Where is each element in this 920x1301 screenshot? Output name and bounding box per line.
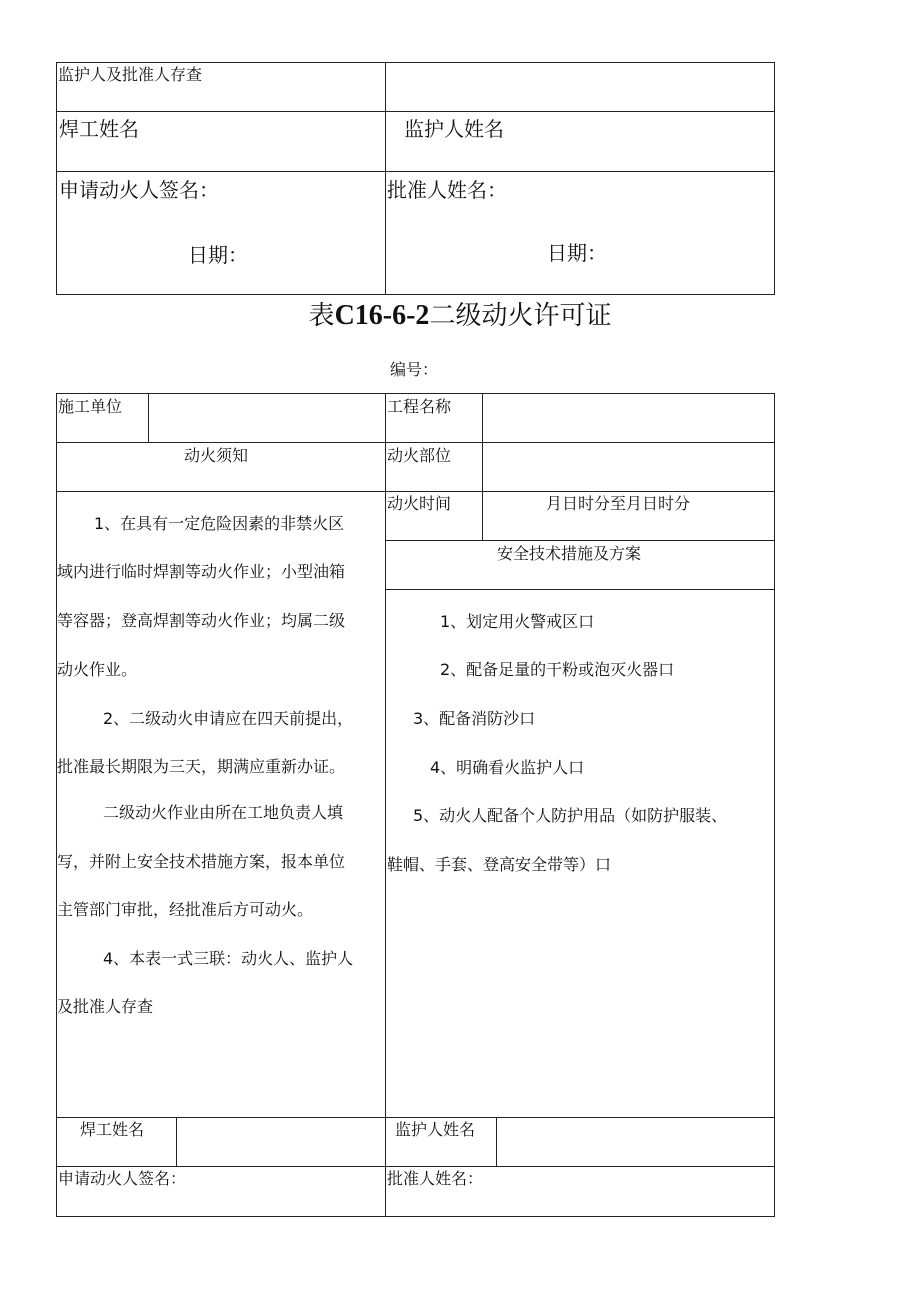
- measure-item: 3、配备消防沙口: [413, 709, 536, 728]
- date-label-right: 日期：: [547, 241, 607, 265]
- notice-line: 4、本表一式三联：动火人、监护人: [103, 949, 354, 968]
- notice-line: 批准最长期限为三天，期满应重新办证。: [57, 757, 346, 776]
- notice-line: 1、在具有一定危险因素的非禁火区: [94, 514, 345, 533]
- continuation-text: 监护人及批准人存查: [58, 65, 203, 84]
- notice-line: 2、二级动火申请应在四天前提出，: [103, 709, 354, 728]
- notice-line: 二级动火作业由所在工地负责人填: [103, 803, 344, 822]
- approver-name-label: 批准人姓名：: [387, 178, 507, 202]
- fire-time-value: 月日时分至月日时分: [546, 494, 691, 513]
- title-prefix: 表: [308, 301, 335, 331]
- measure-item: 鞋帽、手套、登高安全带等）口: [387, 855, 612, 874]
- safety-measures-header: 安全技术措施及方案: [497, 544, 642, 563]
- applicant-sign-label: 申请动火人签名：: [58, 1169, 187, 1188]
- approver-name-label: 批准人姓名：: [387, 1169, 484, 1188]
- notice-line: 写，并附上安全技术措施方案，报本单位: [57, 852, 346, 871]
- page-title: [0, 302, 920, 330]
- construction-unit-label: 施工单位: [58, 397, 123, 416]
- date-label-left: 日期：: [188, 243, 248, 267]
- project-name-label: 工程名称: [387, 397, 452, 416]
- measure-item: 1、划定用火警戒区口: [440, 612, 595, 631]
- fire-time-label: 动火时间: [387, 494, 452, 513]
- welder-name-label: 焊工姓名: [80, 1120, 145, 1139]
- measure-item: 4、明确看火监护人口: [430, 758, 585, 777]
- welder-name-label: 焊工姓名: [59, 117, 139, 141]
- measure-item: 5、动火人配备个人防护用品（如防护服装、: [413, 806, 728, 825]
- notice-line: 动火作业。: [57, 660, 138, 679]
- fire-location-label: 动火部位: [387, 446, 452, 465]
- guardian-name-label: 监护人姓名: [404, 117, 504, 141]
- serial-number-label: 编号：: [390, 360, 439, 379]
- notice-line: 等容器；登高焊割等动火作业；均属二级: [57, 611, 346, 630]
- applicant-sign-label: 申请动火人签名：: [59, 178, 219, 202]
- notice-line: 域内进行临时焊割等动火作业；小型油箱: [57, 562, 346, 581]
- notice-line: 及批准人存查: [57, 997, 154, 1016]
- guardian-name-label: 监护人姓名: [395, 1120, 476, 1139]
- notice-line: 主管部门审批，经批准后方可动火。: [57, 900, 314, 919]
- measure-item: 2、配备足量的干粉或泡灭火器口: [440, 660, 675, 679]
- fire-notice-header: 动火须知: [184, 446, 249, 465]
- title-code: C16-6-2: [334, 300, 430, 331]
- title-name: 二级动火许可证: [429, 301, 612, 331]
